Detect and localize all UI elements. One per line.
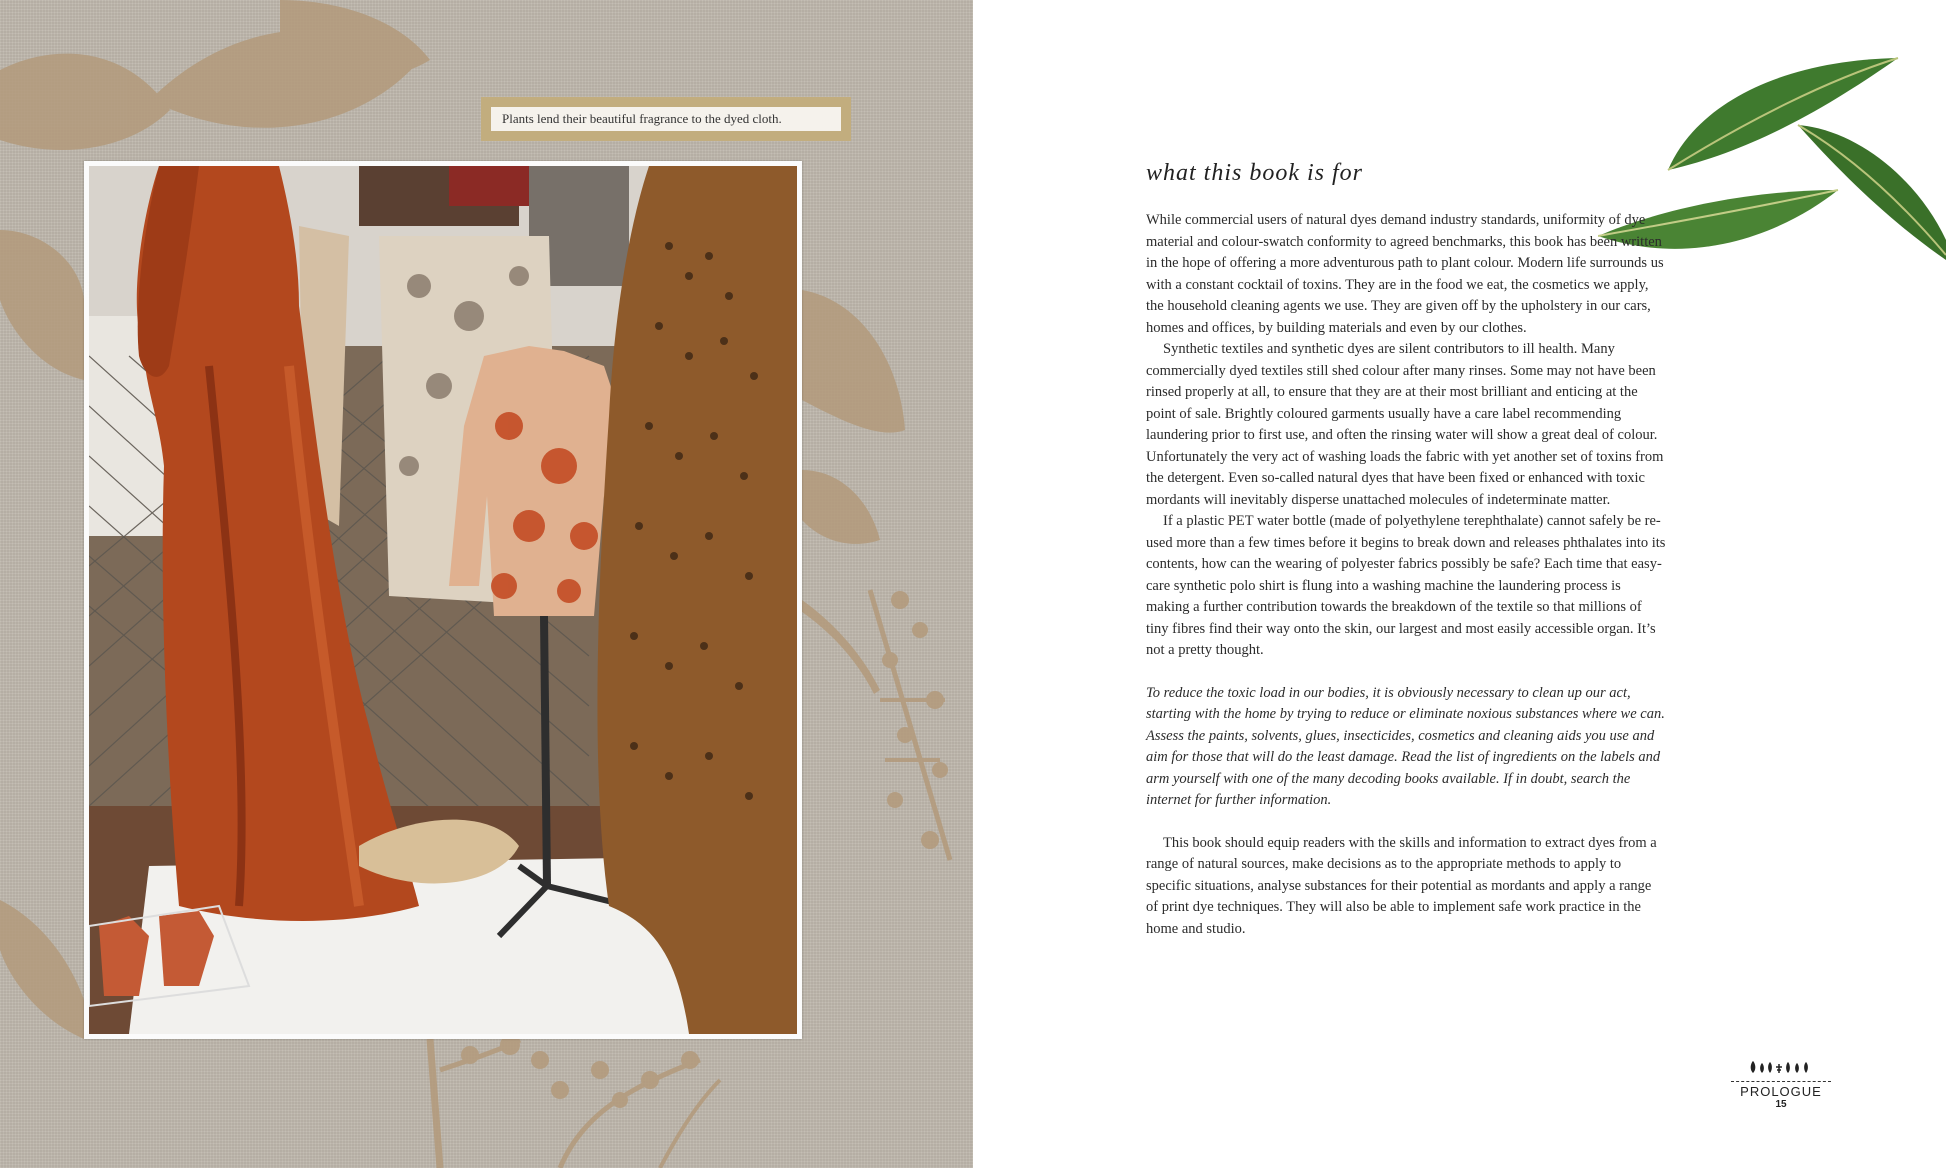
photo-caption: Plants lend their beautiful fragrance to the dyed cloth.: [491, 107, 841, 131]
paragraph-1: While commercial users of natural dyes demand industry standards, uniformity of dye material and colour-swatch conformity to agreed benchmarks, this book has been written in the hope of offering a more adventurous path to plant colour. Modern life surrounds us with a constant cocktail of toxins. They are in the food we eat, the cosmetics we apply, the household cleaning agents we use. They are given off by the upholstery in our cars, homes and offices, by building materials and even by our clothes.: [1146, 212, 1664, 336]
right-page: [973, 0, 1946, 1168]
dyed-garments-photo-illustration: [89, 166, 797, 1034]
paragraph-3: If a plastic PET water bottle (made of polyethylene terephthalate) cannot safely be re-used more than a few times before it begins to break down and releases phthalates into its contents, how can the wearing of polyester fabrics possibly be safe? Each time that easy-care synthetic polo shirt is flung into a washing machine the laundering process is making a further contribution towards the breakdown of the textile so that millions of tiny fibres find their way onto the skin, our largest and most easily accessible organ. It’s not a pretty thought.: [1146, 513, 1666, 658]
page-folio: [1731, 1060, 1831, 1110]
photo-caption-box: [481, 97, 851, 141]
paragraph-2: Synthetic textiles and synthetic dyes are silent contributors to ill health. Many commercially dyed textiles still shed colour after many rinses. Some may not have been rinsed properly at all, to ensure that they are at their most brilliant and enticing at the point of sale. Brightly coloured garments usually have a care label recommending laundering prior to first use, and often the rinsing water will show a great deal of colour. Unfortunately the very act of washing loads the fabric with yet another set of toxins from the detergent. Even so-called natural dyes that have been fixed or enhanced with toxic mordants will inevitably disperse unattached molecules of indeterminate matter.: [1146, 341, 1664, 508]
section-label: PROLOGUE: [1740, 1084, 1822, 1099]
dyed-garments-photo: [89, 166, 797, 1034]
page-number: 15: [1775, 1099, 1787, 1110]
leaf-ornament-icon: [1749, 1060, 1813, 1074]
italic-paragraph: To reduce the toxic load in our bodies, it is obviously necessary to clean up our act, starting with the home by trying to reduce or eliminate noxious substances where we can. Assess the paints, solvents, glues, insecticides, cosmetics and cleaning aids you use and aim for those that will do the least damage. Read the list of ingredients on the labels and arm yourself with one of the many decoding books available. If in doubt, search the internet for further information.: [1146, 684, 1665, 808]
paragraph-5: This book should equip readers with the skills and information to extract dyes from a range of natural sources, make decisions as to the appropriate methods to apply to specific situations, analyse substances for their potential as mordants and apply a range of print dye techniques. They will also be able to implement safe work practice in the home and studio.: [1146, 834, 1657, 937]
folio-rule: [1731, 1081, 1831, 1082]
body-text: [1146, 210, 1666, 940]
photo-frame: [84, 161, 802, 1039]
section-heading: what this book is for: [1146, 160, 1364, 186]
